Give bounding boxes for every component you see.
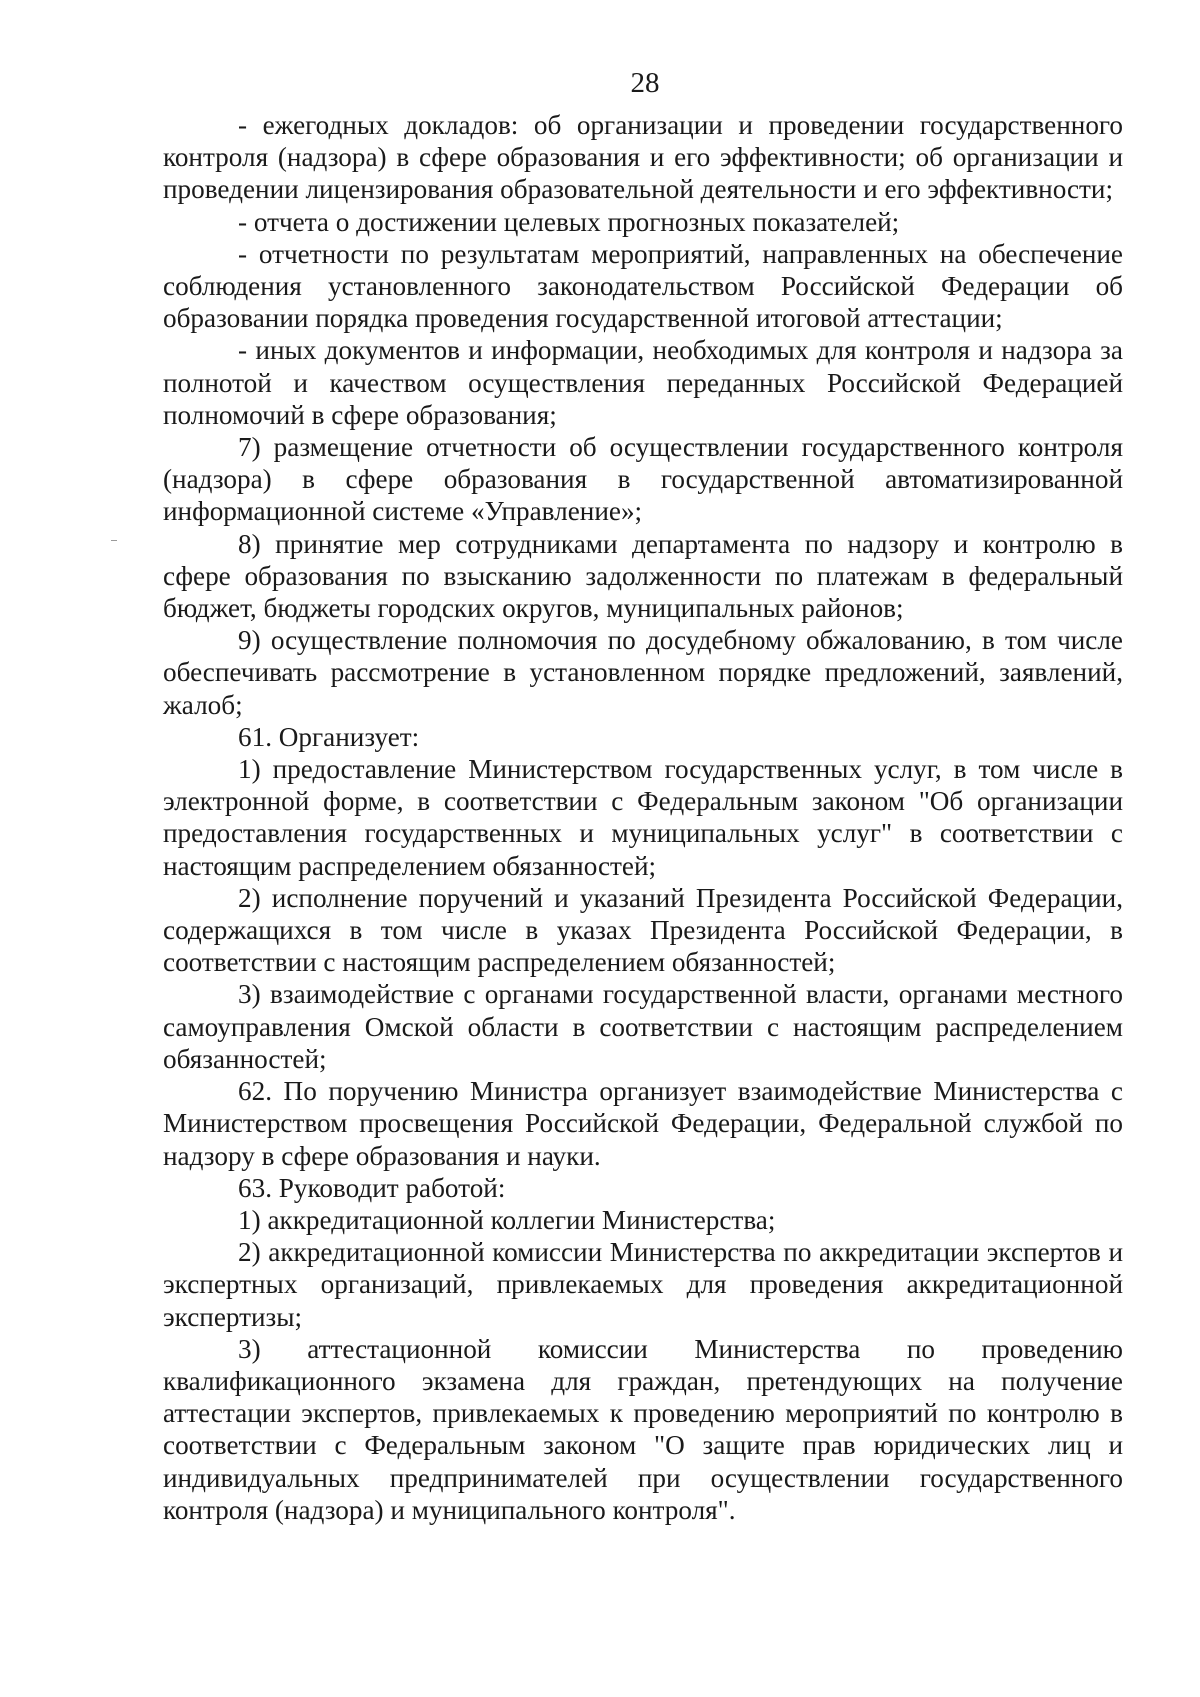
paragraph-63-item-1: 1) аккредитационной коллегии Министерства;: [238, 1204, 776, 1235]
paragraph-63-item-3: 3) аттестационной комиссии Министерства по проведению квалификационного экзамена для граждан, претендующих на получение аттестации экспертов, привлекаемых к проведению мероприятий по контролю в соответствии с Федеральным законом "О защите прав юридических лиц и индивидуальных предпринимателей при осуществлении государственного контроля (надзора) и муниципального контроля".: [163, 1333, 1123, 1525]
page-number: 28: [630, 67, 660, 99]
section-61-heading: 61. Организует:: [238, 721, 420, 752]
paragraph-item-7: 7) размещение отчетности об осуществлении государственного контроля (надзора) в сфере образования в государственной автоматизированной информационной системе «Управление»;: [163, 432, 1123, 527]
paragraph-target-indicators-report: - отчета о достижении целевых прогнозных показателей;: [238, 206, 900, 237]
paragraph-61-item-2: 2) исполнение поручений и указаний Президента Российской Федерации, содержащихся в том числе в указах Президента Российской Федерации, в соответствии с настоящим распределением обязанностей;: [163, 882, 1123, 978]
section-63-heading: 63. Руководит работой:: [238, 1172, 506, 1203]
document-body: [163, 109, 1123, 1526]
paragraph-63-item-2: 2) аккредитационной комиссии Министерства по аккредитации экспертов и экспертных организаций, привлекаемых для проведения аккредитационной экспертизы;: [163, 1237, 1123, 1332]
paragraph-attestation-reporting: - отчетности по результатам мероприятий, направленных на обеспечение соблюдения установленного законодательством Российской Федерации об образовании порядка проведения государственной итоговой аттестации;: [163, 238, 1123, 334]
paragraph-item-8: 8) принятие мер сотрудниками департамента по надзору и контролю в сфере образования по взысканию задолженности по платежам в федеральный бюджет, бюджеты городских округов, муниципальных районов;: [163, 528, 1123, 624]
section-62: 62. По поручению Министра организует взаимодействие Министерства с Министерством просвещения Российской Федерации, Федеральной службой по надзору в сфере образования и науки.: [163, 1076, 1123, 1171]
paragraph-other-documents: - иных документов и информации, необходимых для контроля и надзора за полнотой и качеством осуществления переданных Российской Федерацией полномочий в сфере образования;: [163, 335, 1123, 430]
paragraph-item-9: 9) осуществление полномочия по досудебному обжалованию, в том числе обеспечивать рассмотрение в установленном порядке предложений, заявлений, жалоб;: [163, 625, 1123, 720]
paragraph-annual-reports: - ежегодных докладов: об организации и проведении государственного контроля (надзора) в сфере образования и его эффективности; об организации и проведении лицензирования образовательной деятельности и его эффективности;: [163, 110, 1123, 205]
paragraph-61-item-1: 1) предоставление Министерством государственных услуг, в том числе в электронной форме, в соответствии с Федеральным законом "Об организации предоставления государственных и муниципальных услуг" в соответствии с настоящим распределением обязанностей;: [163, 754, 1123, 881]
scan-mark: [111, 540, 117, 541]
paragraph-61-item-3: 3) взаимодействие с органами государственной власти, органами местного самоуправления Омской области в соответствии с настоящим распределением обязанностей;: [163, 979, 1123, 1074]
